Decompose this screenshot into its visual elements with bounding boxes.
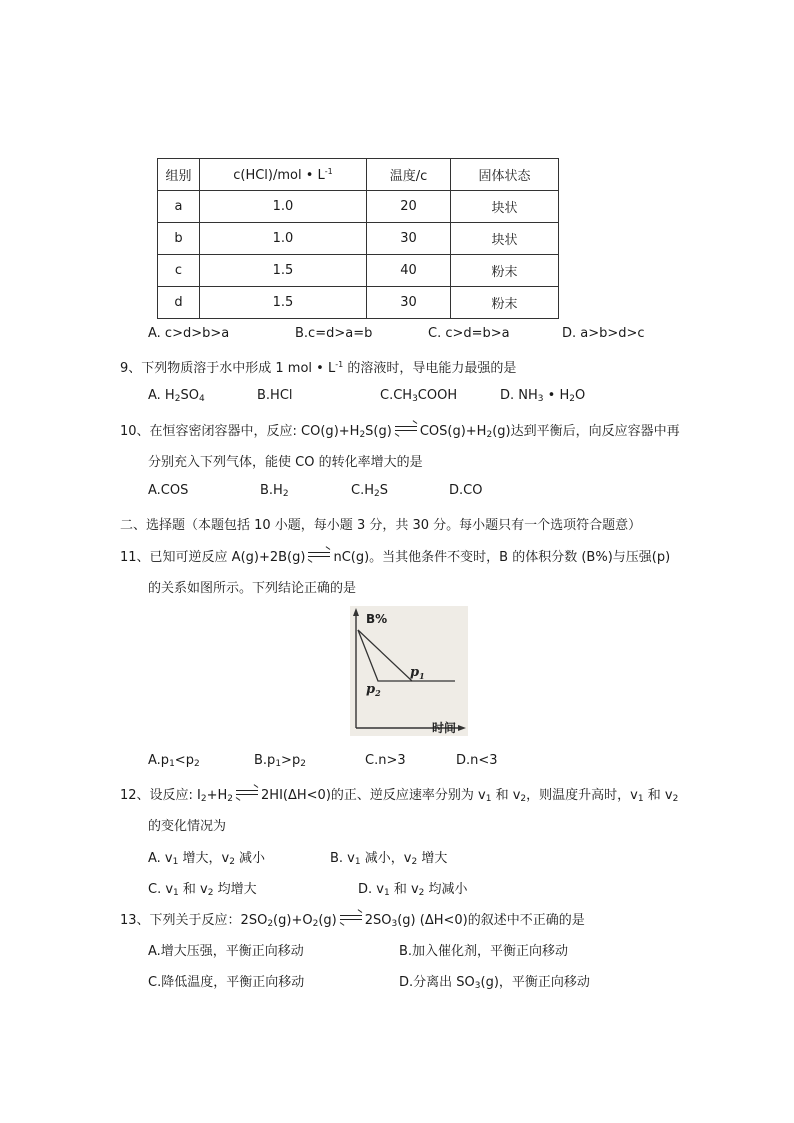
q8-option-b: B.c=d>a=b bbox=[295, 326, 373, 341]
q8-option-d: D. a>b>d>c bbox=[562, 326, 645, 341]
q12-option-c: C. $v_1$ 和 $v_2$ 均增大 bbox=[148, 882, 257, 898]
table-cell: b bbox=[158, 223, 200, 255]
q9-stem: 9、下列物质溶于水中形成 1 mol • $L^{-1}$ 的溶液时，导电能力最强的是 bbox=[120, 360, 517, 376]
table-header-row bbox=[158, 159, 559, 191]
q11-option-a: $A.p_1<p_2$ bbox=[148, 753, 200, 769]
q11-option-b: $B.p_1>p_2$ bbox=[254, 753, 306, 769]
q11-stem-line2: 的关系如图所示。下列结论正确的是 bbox=[148, 581, 357, 596]
q8-option-a: A. c>d>b>a bbox=[148, 326, 230, 341]
q10-stem-line2: 分别充入下列气体，能使 CO 的转化率增大的是 bbox=[148, 455, 423, 470]
table-cell: 1.0 bbox=[200, 223, 367, 255]
table-cell: 粉末 bbox=[451, 287, 559, 319]
q13-option-b: B.加入催化剂，平衡正向移动 bbox=[399, 944, 569, 959]
graph-p1-label: $p_1$ bbox=[410, 665, 425, 681]
table-cell: 块状 bbox=[451, 191, 559, 223]
equilibrium-arrow-icon bbox=[308, 551, 330, 559]
table-row bbox=[158, 287, 559, 319]
table-row bbox=[158, 255, 559, 287]
curve-p1 bbox=[358, 630, 455, 681]
q10-option-d: D.CO bbox=[449, 483, 483, 498]
q11-option-d: D.n<3 bbox=[456, 753, 498, 768]
graph-y-label: B% bbox=[366, 612, 388, 626]
table-cell: d bbox=[158, 287, 200, 319]
table-cell: 30 bbox=[367, 223, 451, 255]
q10-option-a: A.COS bbox=[148, 483, 189, 498]
q11-option-c: C.n>3 bbox=[365, 753, 406, 768]
graph-p2-label: $p_2$ bbox=[366, 682, 381, 698]
q12-stem: 12、设反应: $I_2+H_2$ 2HI(ΔH<0)的正、逆反应速率分别为 $v_1$ 和 $v_2$，则温度升高时，$v_1$ 和 $v_2$ bbox=[120, 784, 678, 804]
table-cell: 40 bbox=[367, 255, 451, 287]
q12-stem-line2: 的变化情况为 bbox=[148, 819, 227, 834]
table-cell: c bbox=[158, 255, 200, 287]
table-cell: 粉末 bbox=[451, 255, 559, 287]
experiment-table bbox=[157, 158, 559, 319]
table-cell: 块状 bbox=[451, 223, 559, 255]
table-header: 组别 bbox=[158, 159, 200, 191]
table-cell: 1.5 bbox=[200, 255, 367, 287]
table-cell: 1.0 bbox=[200, 191, 367, 223]
equilibrium-arrow-icon bbox=[236, 789, 258, 797]
q13-stem: 13、下列关于反应：$2SO_2(g)+O_2(g)$ $2SO_3(g)$ (ΔH<0)的叙述中不正确的是 bbox=[120, 909, 585, 929]
table-header: c(HCl)/mol • $L^{-1}$ bbox=[200, 159, 367, 191]
q9-option-c: $C.CH_3COOH$ bbox=[380, 388, 458, 404]
q10-option-b: $B.H_2$ bbox=[260, 483, 289, 499]
q10-stem: 10、在恒容密闭容器中，反应: $CO(g)+H_2S(g)$ $COS(g)+H_2(g)$达到平衡后，向反应容器中再 bbox=[120, 420, 680, 440]
table-row bbox=[158, 191, 559, 223]
q11-stem: 11、已知可逆反应 A(g)+2B(g) nC(g)。当其他条件不变时，B 的体积分数 (B%)与压强(p) bbox=[120, 546, 670, 565]
q9-option-a: A. $H_2SO_4$ bbox=[148, 388, 205, 404]
graph-x-label: 时间 bbox=[432, 721, 457, 735]
q13-option-c: C.降低温度，平衡正向移动 bbox=[148, 975, 305, 990]
section-heading: 二、选择题（本题包括 10 小题，每小题 3 分，共 30 分。每小题只有一个选项符合题意） bbox=[120, 518, 642, 533]
q9-option-d: D. $NH_3$ • $H_2O$ bbox=[500, 388, 586, 404]
graph-svg bbox=[350, 606, 468, 736]
q13-option-a: A.增大压强，平衡正向移动 bbox=[148, 944, 304, 959]
table-header: 固体状态 bbox=[451, 159, 559, 191]
q13-option-d: D.分离出 $SO_3(g)$，平衡正向移动 bbox=[399, 975, 590, 991]
table-cell: 1.5 bbox=[200, 287, 367, 319]
q9-option-b: B.HCl bbox=[257, 388, 293, 403]
q10-option-c: $C.H_2S$ bbox=[351, 483, 388, 499]
table-cell: 20 bbox=[367, 191, 451, 223]
q12-option-d: D. $v_1$ 和 $v_2$ 均减小 bbox=[358, 882, 468, 898]
table-header: 温度/c bbox=[367, 159, 451, 191]
table-row bbox=[158, 223, 559, 255]
q12-option-a: A. $v_1$ 增大，$v_2$ 减小 bbox=[148, 851, 266, 867]
table-cell: 30 bbox=[367, 287, 451, 319]
pressure-time-graph bbox=[350, 606, 468, 736]
equilibrium-arrow-icon bbox=[340, 914, 362, 922]
q12-option-b: B. $v_1$ 减小，$v_2$ 增大 bbox=[330, 851, 448, 867]
table-cell: a bbox=[158, 191, 200, 223]
q8-option-c: C. c>d=b>a bbox=[428, 326, 510, 341]
equilibrium-arrow-icon bbox=[395, 425, 417, 433]
